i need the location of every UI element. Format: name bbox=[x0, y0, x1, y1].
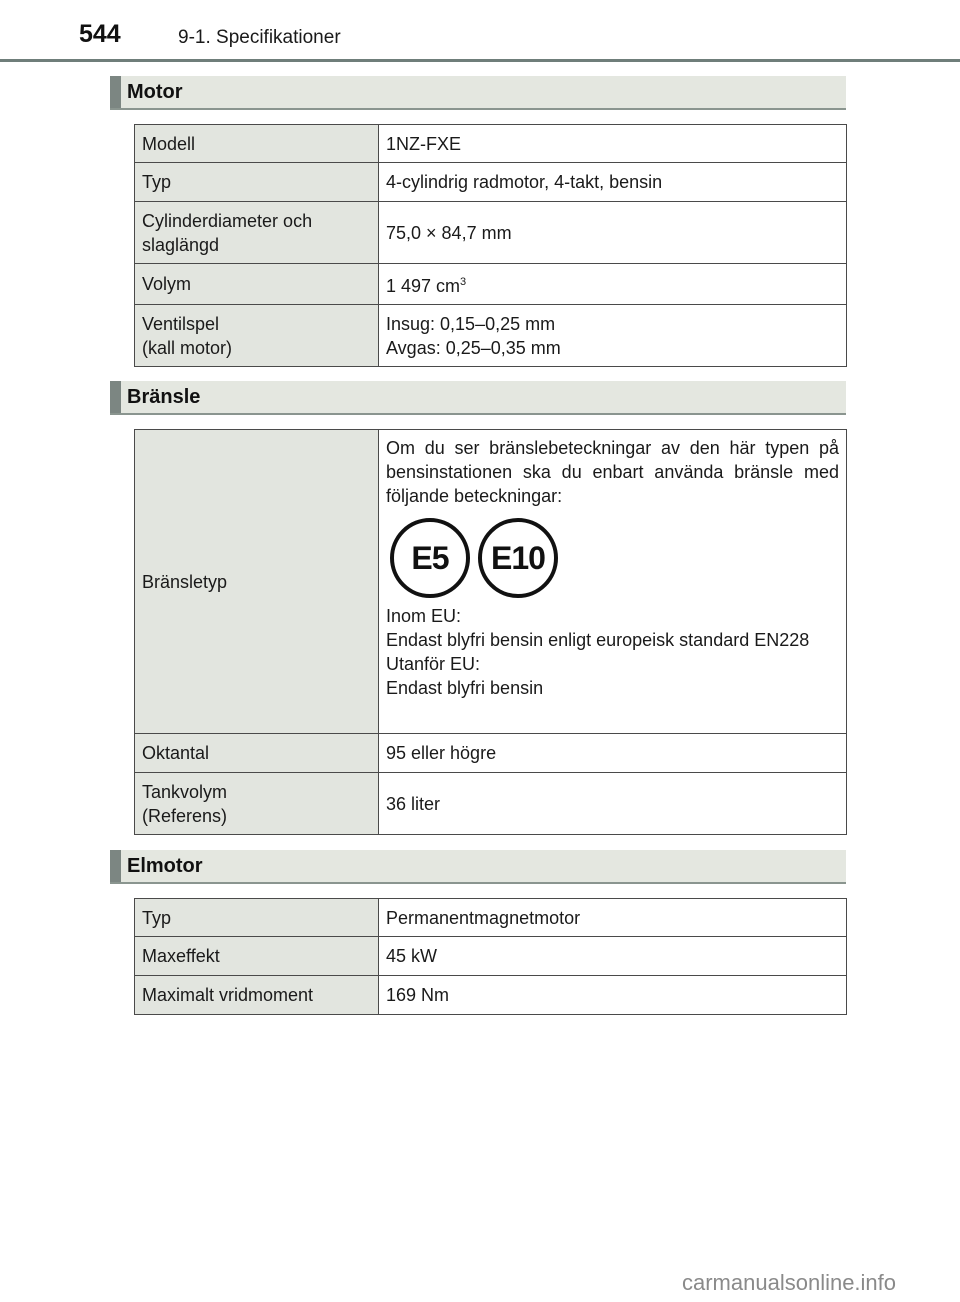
row-label: Typ bbox=[135, 163, 379, 202]
fuel-intro-text: Om du ser bränslebeteckningar av den här typen på bensinstationen ska du enbart använda bränsle med följande beteckningar: bbox=[386, 438, 839, 506]
value-line: Insug: 0,15–0,25 mm bbox=[386, 313, 556, 334]
row-value: 4-cylindrig radmotor, 4-takt, bensin bbox=[379, 163, 847, 202]
electric-motor-spec-table bbox=[134, 898, 847, 1015]
table-row bbox=[135, 202, 847, 264]
non-eu-text: Endast blyfri bensin bbox=[386, 678, 544, 698]
table-row bbox=[135, 264, 847, 305]
page-header bbox=[0, 0, 960, 62]
row-value: 75,0 × 84,7 mm bbox=[379, 202, 847, 264]
section-title: Elmotor bbox=[127, 855, 203, 877]
heading-accent-bar bbox=[110, 76, 121, 108]
table-row bbox=[135, 976, 847, 1015]
section-heading-motor bbox=[110, 76, 846, 110]
fuel-badges bbox=[390, 518, 839, 598]
row-label: Oktantal bbox=[135, 734, 379, 773]
row-value bbox=[379, 264, 847, 305]
row-label: Typ bbox=[135, 899, 379, 937]
row-value: Permanentmagnetmotor bbox=[379, 899, 847, 937]
eu-text: Endast blyfri bensin enligt europeisk standard EN228 bbox=[386, 630, 810, 650]
row-value: 1NZ-FXE bbox=[379, 125, 847, 163]
row-value bbox=[379, 305, 847, 367]
row-label: Modell bbox=[135, 125, 379, 163]
table-row bbox=[135, 899, 847, 937]
table-row bbox=[135, 773, 847, 835]
table-row bbox=[135, 430, 847, 734]
e10-fuel-badge-icon: E10 bbox=[478, 518, 558, 598]
volume-value: 1 497 cm bbox=[386, 276, 461, 296]
row-label: Maximalt vridmoment bbox=[135, 976, 379, 1015]
e5-fuel-badge-icon: E5 bbox=[390, 518, 470, 598]
label-line: Ventilspel bbox=[142, 313, 220, 334]
table-row bbox=[135, 125, 847, 163]
section-heading-fuel bbox=[110, 381, 846, 415]
row-value bbox=[379, 430, 847, 734]
motor-spec-table bbox=[134, 124, 847, 367]
table-row bbox=[135, 305, 847, 367]
label-line: Tankvolym bbox=[142, 781, 228, 802]
row-label: Maxeffekt bbox=[135, 937, 379, 976]
heading-accent-bar bbox=[110, 850, 121, 882]
row-label bbox=[135, 305, 379, 367]
row-label bbox=[135, 773, 379, 835]
label-line: (kall motor) bbox=[142, 337, 233, 358]
row-label: Cylinderdiameter och slaglängd bbox=[135, 202, 379, 264]
chapter-title: 9-1. Specifikationer bbox=[178, 27, 341, 48]
section-title: Bränsle bbox=[127, 386, 201, 408]
label-line: (Referens) bbox=[142, 805, 228, 826]
row-value: 169 Nm bbox=[379, 976, 847, 1015]
watermark: carmanualsonline.info bbox=[682, 1270, 897, 1295]
row-value: 95 eller högre bbox=[379, 734, 847, 773]
section-title: Motor bbox=[127, 81, 183, 103]
page-number: 544 bbox=[79, 20, 121, 48]
row-value: 45 kW bbox=[379, 937, 847, 976]
section-heading-electric-motor bbox=[110, 850, 846, 884]
row-label: Volym bbox=[135, 264, 379, 305]
row-value: 36 liter bbox=[379, 773, 847, 835]
eu-label: Inom EU: bbox=[386, 606, 462, 626]
non-eu-label: Utanför EU: bbox=[386, 654, 481, 674]
row-label: Bränsletyp bbox=[135, 430, 379, 734]
header-rule bbox=[0, 59, 960, 62]
volume-exponent: 3 bbox=[460, 276, 467, 288]
fuel-spec-table bbox=[134, 429, 847, 835]
table-row bbox=[135, 937, 847, 976]
heading-accent-bar bbox=[110, 381, 121, 413]
table-row bbox=[135, 734, 847, 773]
value-line: Avgas: 0,25–0,35 mm bbox=[386, 337, 561, 358]
table-row bbox=[135, 163, 847, 202]
